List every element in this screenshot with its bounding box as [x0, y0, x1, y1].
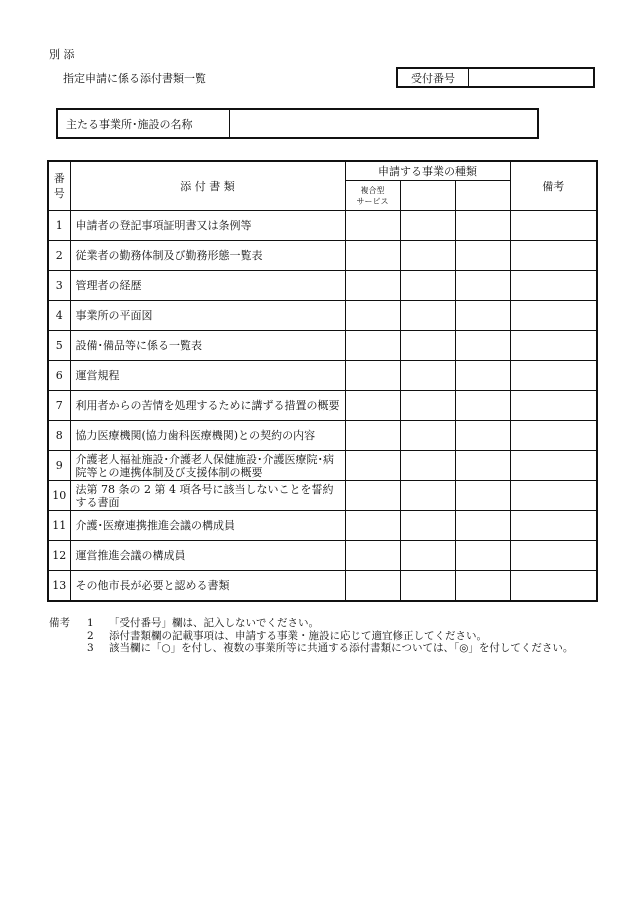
service-check-cell[interactable] [455, 391, 510, 421]
table-row [48, 301, 597, 331]
number-header: 番 号 [48, 161, 70, 211]
table-row [48, 451, 597, 481]
note-text: 該当欄に「○」を付し、複数の事業所等に共通する添付書類については、「◎」を付してください。 [109, 642, 574, 654]
remarks-cell[interactable] [510, 331, 597, 361]
table-row [48, 541, 597, 571]
note-number: 1 [87, 617, 94, 629]
document-name: 申請者の登記事項証明書又は条例等 [70, 211, 345, 241]
service-check-cell[interactable] [400, 511, 455, 541]
documents-table [47, 160, 598, 602]
attachment-label: 別 添 [49, 48, 75, 61]
service-check-cell[interactable] [455, 541, 510, 571]
service-check-cell[interactable] [455, 241, 510, 271]
service-check-cell[interactable] [345, 481, 400, 511]
document-name: 介護老人福祉施設･介護老人保健施設･介護医療院･病院等との連携体制及び支援体制の概要 [70, 451, 345, 481]
remarks-cell[interactable] [510, 541, 597, 571]
remarks-cell[interactable] [510, 211, 597, 241]
remarks-cell[interactable] [510, 481, 597, 511]
row-number: 12 [48, 541, 70, 571]
receipt-number-label: 受付番号 [398, 69, 469, 86]
row-number: 2 [48, 241, 70, 271]
row-number: 6 [48, 361, 70, 391]
table-row [48, 361, 597, 391]
service-check-cell[interactable] [345, 211, 400, 241]
documents-header: 添 付 書 類 [70, 161, 345, 211]
table-row [48, 271, 597, 301]
note-item [49, 630, 589, 643]
receipt-number-field[interactable] [469, 69, 593, 86]
service-check-cell[interactable] [400, 301, 455, 331]
service-check-cell[interactable] [400, 211, 455, 241]
service-check-cell[interactable] [345, 271, 400, 301]
row-number: 4 [48, 301, 70, 331]
service-check-cell[interactable] [455, 571, 510, 602]
service-check-cell[interactable] [400, 541, 455, 571]
note-number: 2 [87, 629, 94, 642]
service-check-cell[interactable] [345, 421, 400, 451]
table-row [48, 211, 597, 241]
row-number: 9 [48, 451, 70, 481]
service-check-cell[interactable] [345, 451, 400, 481]
facility-name-box [56, 108, 539, 139]
service-check-cell[interactable] [400, 571, 455, 602]
service-check-cell[interactable] [455, 421, 510, 451]
notes-section [49, 617, 589, 655]
document-name: 設備･備品等に係る一覧表 [70, 331, 345, 361]
note-text: 添付書類欄の記載事項は、申請する事業・施設に応じて適宜修正してください。 [109, 629, 487, 642]
document-name: 運営規程 [70, 361, 345, 391]
document-name: 事業所の平面図 [70, 301, 345, 331]
service-check-cell[interactable] [345, 331, 400, 361]
document-name: 管理者の経歴 [70, 271, 345, 301]
remarks-cell[interactable] [510, 511, 597, 541]
service-check-cell[interactable] [400, 451, 455, 481]
note-item [49, 617, 589, 630]
service-types-header: 申請する事業の種類 [345, 161, 510, 181]
service-check-cell[interactable] [455, 331, 510, 361]
row-number: 11 [48, 511, 70, 541]
service-check-cell[interactable] [455, 211, 510, 241]
document-name: 運営推進会議の構成員 [70, 541, 345, 571]
service-check-cell[interactable] [455, 481, 510, 511]
service-check-cell[interactable] [345, 241, 400, 271]
document-name: 従業者の勤務体制及び勤務形態一覧表 [70, 241, 345, 271]
remarks-cell[interactable] [510, 451, 597, 481]
service-check-cell[interactable] [400, 241, 455, 271]
service-check-cell[interactable] [345, 511, 400, 541]
notes-label: 備考 [49, 617, 70, 629]
note-number: 3 [87, 642, 94, 654]
note-item [49, 642, 589, 655]
row-number: 8 [48, 421, 70, 451]
service-check-cell[interactable] [455, 271, 510, 301]
table-row [48, 391, 597, 421]
service-check-cell[interactable] [400, 481, 455, 511]
document-name: その他市長が必要と認める書類 [70, 571, 345, 602]
service-check-cell[interactable] [400, 271, 455, 301]
document-name: 協力医療機関(協力歯科医療機関)との契約の内容 [70, 421, 345, 451]
service-check-cell[interactable] [345, 301, 400, 331]
service-check-cell[interactable] [400, 361, 455, 391]
row-number: 5 [48, 331, 70, 361]
receipt-number-box [396, 67, 595, 88]
service-check-cell[interactable] [345, 571, 400, 602]
document-name: 利用者からの苦情を処理するために講ずる措置の概要 [70, 391, 345, 421]
remarks-cell[interactable] [510, 301, 597, 331]
service-check-cell[interactable] [400, 391, 455, 421]
table-row [48, 241, 597, 271]
service-check-cell[interactable] [345, 361, 400, 391]
service-check-cell[interactable] [455, 511, 510, 541]
service-check-cell[interactable] [400, 421, 455, 451]
note-text: 「受付番号」欄は、記入しないでください。 [109, 617, 319, 629]
service-check-cell[interactable] [455, 361, 510, 391]
remarks-cell[interactable] [510, 421, 597, 451]
page-title: 指定申請に係る添付書類一覧 [63, 72, 206, 85]
table-row [48, 511, 597, 541]
service-column-3 [455, 181, 510, 211]
service-check-cell[interactable] [455, 301, 510, 331]
table-row [48, 331, 597, 361]
remarks-cell[interactable] [510, 241, 597, 271]
row-number: 13 [48, 571, 70, 602]
service-check-cell[interactable] [345, 391, 400, 421]
remarks-cell[interactable] [510, 391, 597, 421]
table-row [48, 421, 597, 451]
service-check-cell[interactable] [345, 541, 400, 571]
row-number: 7 [48, 391, 70, 421]
remarks-cell[interactable] [510, 571, 597, 602]
facility-name-label: 主たる事業所･施設の名称 [58, 110, 230, 137]
table-row [48, 571, 597, 602]
facility-name-field[interactable] [230, 110, 537, 137]
remarks-header: 備考 [510, 161, 597, 211]
service-check-cell[interactable] [455, 451, 510, 481]
service-check-cell[interactable] [400, 331, 455, 361]
row-number: 1 [48, 211, 70, 241]
row-number: 10 [48, 481, 70, 511]
document-name: 介護･医療連携推進会議の構成員 [70, 511, 345, 541]
service-column-2 [400, 181, 455, 211]
row-number: 3 [48, 271, 70, 301]
table-row [48, 481, 597, 511]
document-name: 法第 78 条の 2 第 4 項各号に該当しないことを誓約する書面 [70, 481, 345, 511]
remarks-cell[interactable] [510, 361, 597, 391]
remarks-cell[interactable] [510, 271, 597, 301]
service-column-1: 複合型 サービス [345, 181, 400, 211]
